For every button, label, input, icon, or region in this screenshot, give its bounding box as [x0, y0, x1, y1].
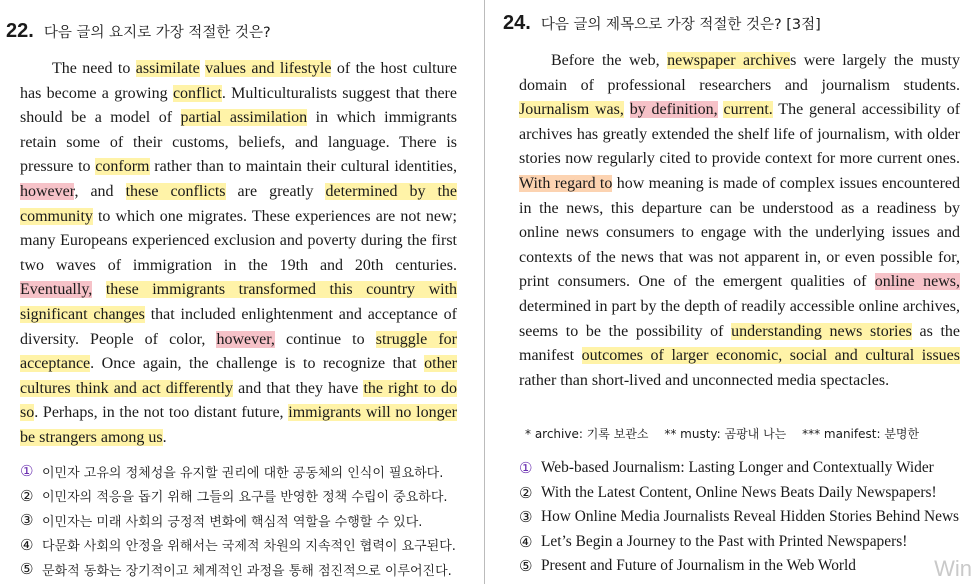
passage-text: continue to	[274, 330, 376, 348]
passage-text: . Once again, the challenge is to recognize that	[90, 355, 425, 373]
answer-option-2[interactable]	[20, 484, 465, 509]
answer-options	[519, 456, 964, 579]
option-text: 다문화 사회의 안정을 위해서는 국제적 차원의 지속적인 협력이 요구된다.	[42, 539, 456, 555]
option-number: ⑤	[519, 557, 533, 576]
column-divider	[484, 0, 485, 584]
passage-text: as the manifest	[519, 322, 961, 365]
option-text: Let’s Begin a Journey to the Past with Printed Newspapers!	[541, 532, 908, 550]
footnote-archive: * archive: 기록 보관소	[525, 427, 649, 441]
footnote-manifest: *** manifest: 분명한	[802, 427, 920, 441]
question-prompt: 다음 글의 제목으로 가장 적절한 것은? [3점]	[540, 17, 821, 33]
option-number: ②	[519, 483, 533, 502]
highlighted-phrase: newspaper archive	[667, 52, 791, 69]
answer-option-1[interactable]	[20, 459, 465, 484]
passage-text: .	[162, 428, 167, 446]
passage-text	[624, 101, 630, 118]
answer-option-1[interactable]	[519, 456, 964, 481]
answer-option-3[interactable]	[20, 508, 465, 533]
passage-text: of the host culture has become a growing	[20, 60, 458, 102]
passage-text: Before the web,	[551, 52, 668, 69]
passage-text: rather than short-lived and unconnected media spectacles.	[519, 371, 890, 389]
highlighted-phrase: outcomes of larger economic, social and cultural issues	[581, 347, 961, 365]
option-text: 문화적 동화는 장기적이고 체계적인 과정을 통해 점진적으로 이루어진다.	[42, 563, 452, 579]
passage-text: in which immigrants retain some of their customs, beliefs, and language. There is pressure to	[20, 109, 458, 176]
selected-option-mark: ①	[20, 462, 34, 481]
question-22-header	[6, 20, 271, 43]
option-text: With the Latest Content, Online News Beats Daily Newspapers!	[541, 483, 937, 501]
highlighted-phrase: struggle for acceptance	[20, 330, 458, 373]
highlighted-phrase: immigrants will no longer be strangers among us	[20, 404, 457, 446]
question-22-panel	[0, 0, 468, 584]
highlighted-phrase: these conflicts	[125, 182, 226, 200]
highlighted-phrase: determined by the community	[20, 182, 457, 225]
highlighted-phrase: conform	[95, 158, 150, 176]
highlighted-phrase: understanding news stories	[731, 322, 912, 340]
highlighted-phrase: the right to do so	[20, 379, 457, 422]
passage-text: . Perhaps, in the not too distant future,	[34, 404, 289, 422]
passage-text: that included enlightenment and acceptance of diversity. People of color,	[20, 305, 457, 348]
option-text: Web-based Journalism: Lasting Longer and Contextually Wider	[541, 459, 934, 477]
highlighted-phrase: partial assimilation	[180, 109, 308, 127]
vocabulary-footnotes	[525, 425, 965, 442]
passage-text: The need to	[52, 60, 136, 77]
answer-options	[20, 459, 465, 582]
highlighted-phrase: by definition,	[629, 101, 718, 119]
reading-passage	[519, 49, 960, 393]
reading-passage	[20, 57, 457, 451]
option-number: ⑤	[20, 560, 34, 579]
highlighted-phrase: assimilate	[135, 60, 200, 77]
question-prompt: 다음 글의 요지로 가장 적절한 것은?	[43, 25, 271, 41]
option-number: ④	[519, 532, 533, 551]
selected-option-mark: ①	[519, 459, 533, 478]
option-number: ②	[20, 486, 34, 505]
highlighted-phrase: other cultures think and act differently	[20, 355, 457, 397]
answer-option-5[interactable]	[519, 554, 964, 579]
highlighted-phrase: values and lifestyle	[205, 60, 332, 77]
highlighted-phrase: these immigrants transformed this country with significant changes	[20, 281, 458, 323]
answer-option-4[interactable]	[519, 530, 964, 555]
watermark-text: Win	[934, 556, 972, 581]
highlighted-phrase: however,	[216, 330, 275, 348]
highlighted-phrase: With regard to	[519, 174, 613, 192]
highlighted-phrase: Eventually,	[20, 281, 93, 299]
option-text: 이민자는 미래 사회의 긍정적 변화에 핵심적 역할을 수행할 수 있다.	[42, 514, 423, 530]
answer-option-4[interactable]	[20, 533, 465, 558]
answer-option-5[interactable]	[20, 557, 465, 582]
passage-text: and that they have	[233, 379, 364, 397]
question-number: 24.	[503, 12, 531, 34]
option-text: 이민자의 적응을 돕기 위해 그들의 요구를 반영한 정책 수립이 중요하다.	[42, 490, 448, 506]
option-number: ③	[20, 511, 34, 530]
passage-text: how meaning is made of complex issues encountered in the news, this departure can be understood as a readiness by online news consumers to engage with the underlying issues and contexts of the news that was not apparent in, or even possible for, print consumers. One of the emergent qualities of	[519, 174, 961, 291]
footnote-musty: ** musty: 곰팡내 나는	[664, 427, 787, 441]
passage-text: The general accessibility of archives has greatly extended the shelf life of journalism, with older stories now regularly cited to provide context for more current ones.	[519, 101, 961, 168]
answer-option-3[interactable]	[519, 505, 964, 530]
passage-text: s were largely the musty domain of professional researchers and journalism students.	[519, 52, 960, 94]
option-text: How Online Media Journalists Reveal Hidden Stories Behind News	[541, 508, 960, 526]
option-number: ④	[20, 535, 34, 554]
highlighted-phrase: however	[20, 182, 75, 200]
passage-text: to which one migrates. These experiences are not new; many Europeans experienced exclusion and poverty during the first two waves of immigration in the 19th and 20th centuries.	[20, 207, 457, 274]
passage-text: , and	[74, 182, 126, 200]
answer-option-2[interactable]	[519, 481, 964, 506]
passage-text: are greatly	[225, 182, 326, 200]
passage-text: rather than to maintain their cultural identities,	[149, 158, 457, 176]
passage-text	[92, 281, 106, 298]
option-text: Present and Future of Journalism in the Web World	[541, 557, 856, 575]
question-24-panel	[503, 0, 966, 584]
highlighted-phrase: online news,	[874, 273, 961, 291]
question-number: 22.	[6, 20, 34, 42]
highlighted-phrase: current.	[723, 101, 773, 119]
option-number: ③	[519, 508, 533, 527]
question-24-header	[503, 12, 821, 35]
highlighted-phrase: Journalism was,	[519, 101, 624, 119]
option-text: 이민자 고유의 정체성을 유지할 권리에 대한 공동체의 인식이 필요하다.	[42, 465, 444, 481]
passage-text: . Multiculturalists suggest that there should be a model of	[20, 84, 457, 127]
highlighted-phrase: conflict	[172, 84, 222, 102]
passage-text: determined in part by the depth of readily accessible online archives, seems to be the possibility of	[519, 297, 960, 340]
